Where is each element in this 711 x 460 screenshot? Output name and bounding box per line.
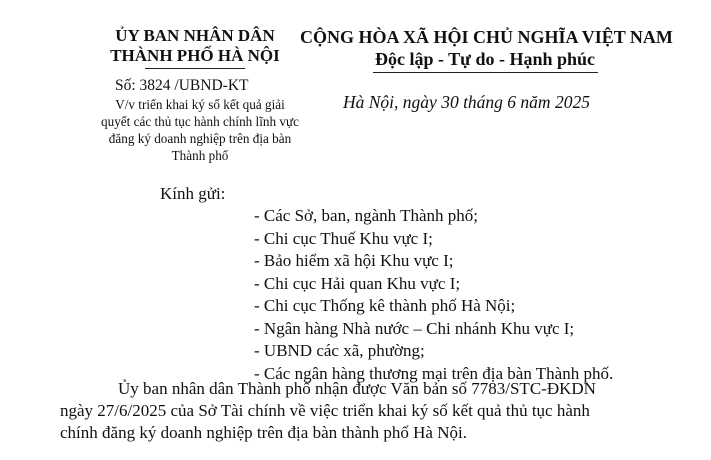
place-and-date: Hà Nội, ngày 30 tháng 6 năm 2025 xyxy=(343,92,590,112)
motto-underline xyxy=(373,72,598,73)
authority-line-2: THÀNH PHỐ HÀ NỘI xyxy=(110,46,280,65)
recipient-item: - Các ngân hàng thương mại trên địa bàn Thành phố. xyxy=(254,363,614,383)
recipient-item: - Chi cục Thống kê thành phố Hà Nội; xyxy=(254,296,516,315)
authority-underline xyxy=(145,68,245,69)
recipient-item: - Chi cục Thuế Khu vực I; xyxy=(254,228,433,248)
greeting: Kính gửi: xyxy=(160,184,226,203)
body-paragraph xyxy=(60,378,660,444)
recipient-item: - UBND các xã, phường; xyxy=(254,341,425,360)
national-header xyxy=(300,26,673,73)
subject-line-1: V/v triển khai ký số kết quả giải xyxy=(115,97,285,112)
body-line-2: ngày 27/6/2025 của Sở Tài chính về việc triển khai ký số kết quả thủ tục hành xyxy=(60,401,590,420)
body-line-1: Ủy ban nhân dân Thành phố nhận được Văn bản số 7783/STC-ĐKDN xyxy=(118,379,596,398)
recipient-item: - Ngân hàng Nhà nước – Chi nhánh Khu vực I; xyxy=(254,318,575,338)
authority-line-1: ỦY BAN NHÂN DÂN xyxy=(115,26,275,45)
subject-line-2: quyết các thủ tục hành chính lĩnh vực xyxy=(101,114,299,129)
subject-line-4: Thành phố xyxy=(171,148,229,163)
national-title: CỘNG HÒA XÃ HỘI CHỦ NGHĨA VIỆT NAM xyxy=(300,27,673,47)
recipient-list xyxy=(254,205,613,385)
body-line-3: chính đăng ký doanh nghiệp trên địa bàn thành phố Hà Nội. xyxy=(60,423,467,442)
document-subject xyxy=(85,96,315,164)
national-motto: Độc lập - Tự do - Hạnh phúc xyxy=(374,49,596,69)
recipient-item: - Chi cục Hải quan Khu vực I; xyxy=(254,273,461,293)
subject-line-3: đăng ký doanh nghiệp trên địa bàn xyxy=(108,131,292,146)
issuing-authority xyxy=(95,26,295,69)
recipient-item: - Các Sở, ban, ngành Thành phố; xyxy=(254,206,478,225)
document-number: Số: 3824 /UBND-KT xyxy=(115,77,249,94)
recipient-item: - Bảo hiểm xã hội Khu vực I; xyxy=(254,251,454,270)
